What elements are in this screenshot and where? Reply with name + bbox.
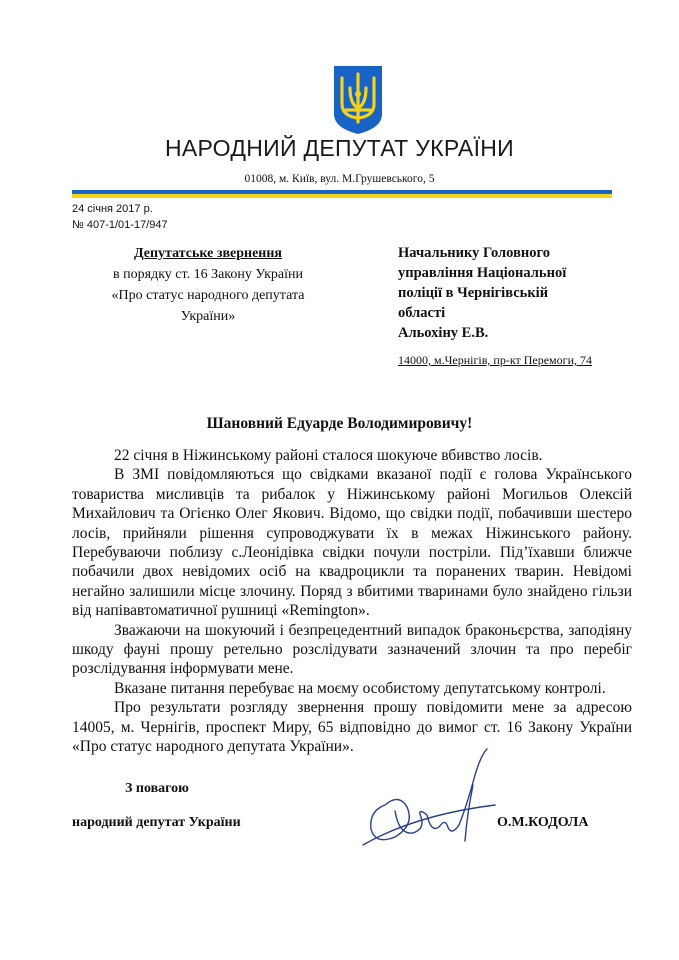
recipient-line: поліції в Чернігівській bbox=[398, 285, 549, 301]
appeal-line: України» bbox=[180, 309, 236, 324]
handwritten-signature-icon bbox=[355, 745, 505, 855]
sender-address: 01008, м. Київ, вул. М.Грушевського, 5 bbox=[244, 173, 435, 185]
body-paragraph: Зважаючи на шокуючий і безпрецедентний випадок браконьєрства, заподіяну шкоду фауні прошу ретельно розслідувати зазначений злочин та про перебіг розслідування інформувати мене. bbox=[72, 621, 632, 678]
appeal-title: Депутатське звернення bbox=[133, 246, 283, 261]
recipient-line: Начальнику Головного bbox=[398, 245, 550, 261]
signer-role: народний депутат України bbox=[72, 815, 241, 830]
greeting: Шановний Едуарде Володимировичу! bbox=[206, 415, 473, 432]
org-title: НАРОДНИЙ ДЕПУТАТ УКРАЇНИ bbox=[164, 135, 515, 161]
body-paragraph: Про результати розгляду звернення прошу повідомити мене за адресою 14005, м. Чернігів, проспект Миру, 65 відповідно до вимог ст. 16 Закону України «Про статус народного депутата України». bbox=[72, 699, 632, 756]
reference-number: № 407-1/01-17/947 bbox=[72, 219, 168, 231]
appeal-block bbox=[88, 243, 328, 327]
letter-date: 24 січня 2017 р. bbox=[72, 203, 153, 215]
recipient-address: 14000, м.Чернігів, пр-кт Перемоги, 74 bbox=[398, 353, 592, 367]
body-paragraph: Вказане питання перебуває на моєму особистому депутатському контролі. bbox=[114, 679, 606, 697]
body-paragraph: В ЗМІ повідомляються що свідками вказаної події є голова Українського товариства мисливців та рибалок у Ніжинському районі Могильов Олексій Михайлович та Огієнко Олег Якович. Відомо, що свідки події, побачивши шестеро лосів, прийняли рішення супроводжувати їх в межах Ніжинського району. Перебуваючи поблизу с.Леонідівка свідки почули постріли. Під’їхавши ближче побачили двох невідомих осіб на квадроцикли та поранених тварин. Невідомі негайно залишили місце злочину. Поряд з вбитими тваринами було знайдено гільзи від напівавтоматичної рушниці «Remington». bbox=[72, 466, 632, 620]
appeal-line: в порядку ст. 16 Закону України bbox=[113, 267, 303, 282]
closing-regards: З повагою bbox=[125, 781, 189, 796]
recipient-line: області bbox=[398, 305, 446, 321]
recipient-line: Альохіну Е.В. bbox=[398, 325, 489, 341]
appeal-line: «Про статус народного депутата bbox=[111, 288, 305, 303]
letter-body bbox=[72, 446, 632, 757]
ukraine-coat-of-arms-icon bbox=[332, 64, 384, 136]
body-paragraph: 22 січня в Ніжинському районі сталося шокуюче вбивство лосів. bbox=[114, 447, 543, 464]
recipient-line: управління Національної bbox=[398, 265, 567, 281]
recipient-block bbox=[398, 243, 628, 343]
header-rule-yellow bbox=[72, 194, 612, 198]
signer-name: О.М.КОДОЛА bbox=[497, 815, 589, 830]
